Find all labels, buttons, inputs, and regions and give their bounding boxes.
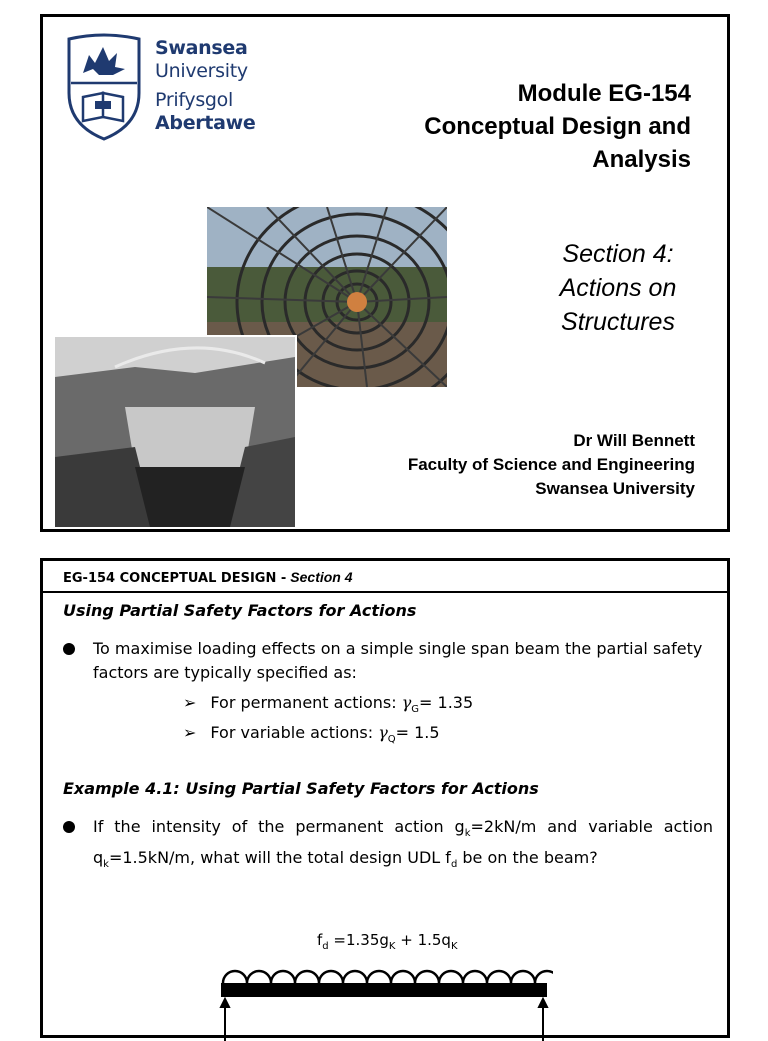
module-title-line3: Analysis [592,146,691,173]
author-faculty: Faculty of Science and Engineering [407,455,695,474]
header-text [63,569,353,586]
sub-variable [183,721,440,752]
sub-permanent [183,691,473,722]
subtitle-line3: Structures [561,308,675,336]
slide-header [43,561,727,593]
heading-partial-safety: Using Partial Safety Factors for Actions [63,601,417,620]
sub-variable-value: = 1.5 [395,723,440,742]
gamma-symbol: γ [378,723,388,742]
header-course: EG-154 CONCEPTUAL DESIGN - [63,571,287,586]
udl-load-arcs [223,971,553,983]
bullet-example-text: If the intensity of the permanent action $g_k=2kN/m$ and variable action $q_k=1.5kN/m$, what will the total design UDL $f_d$ be on the beam? [93,817,714,871]
section-subtitle [513,237,723,339]
logo-wordmark [155,37,256,135]
sub-variable-label: For variable actions: [210,723,379,742]
author-name: Dr Will Bennett [573,431,695,450]
content-slide [40,558,730,1038]
bullet-maximise [63,637,713,685]
bullet-dot-icon [63,643,75,655]
sub-permanent-label: For permanent actions: [210,693,402,712]
bullet-dot-icon [63,821,75,833]
arrow-bullet-icon: ➢ [183,723,197,742]
beam-diagram [213,921,553,1041]
module-title-line2: Conceptual Design and [424,113,691,140]
logo-line-swansea: Swansea [155,37,248,59]
beam [221,983,547,997]
logo-line-abertawe: Abertawe [155,112,256,134]
module-title-line1: Module EG-154 [517,80,691,107]
gamma-symbol: γ [401,693,412,712]
bullet-maximise-text: To maximise loading effects on a simple single span beam the partial safety factors are typically specified as: [93,639,703,682]
logo-line-university: University [155,60,248,82]
arrow-bullet-icon: ➢ [183,693,197,712]
bullet-example [63,815,713,877]
support-reactions [221,999,547,1041]
title-slide [40,14,730,532]
dam-bridge-photo [53,335,297,529]
design-udl-formula: $f_d =1.35g_K + 1.5q_K$ [317,931,458,952]
heading-example: Example 4.1: Using Partial Safety Factors for Actions [63,779,539,798]
author-block [408,429,695,501]
university-logo [65,33,265,145]
header-section: Section 4 [290,569,353,585]
gamma-subscript: Q [387,734,396,746]
subtitle-line1: Section 4: [562,240,674,268]
shield-logo-icon [65,33,143,141]
module-title [351,77,691,176]
sub-permanent-value: = 1.35 [419,693,474,712]
logo-line-prifysgol: Prifysgol [155,89,233,111]
gamma-subscript: G [411,704,420,716]
author-university: Swansea University [535,479,695,498]
beam-svg [213,921,553,1041]
subtitle-line2: Actions on [559,274,677,302]
